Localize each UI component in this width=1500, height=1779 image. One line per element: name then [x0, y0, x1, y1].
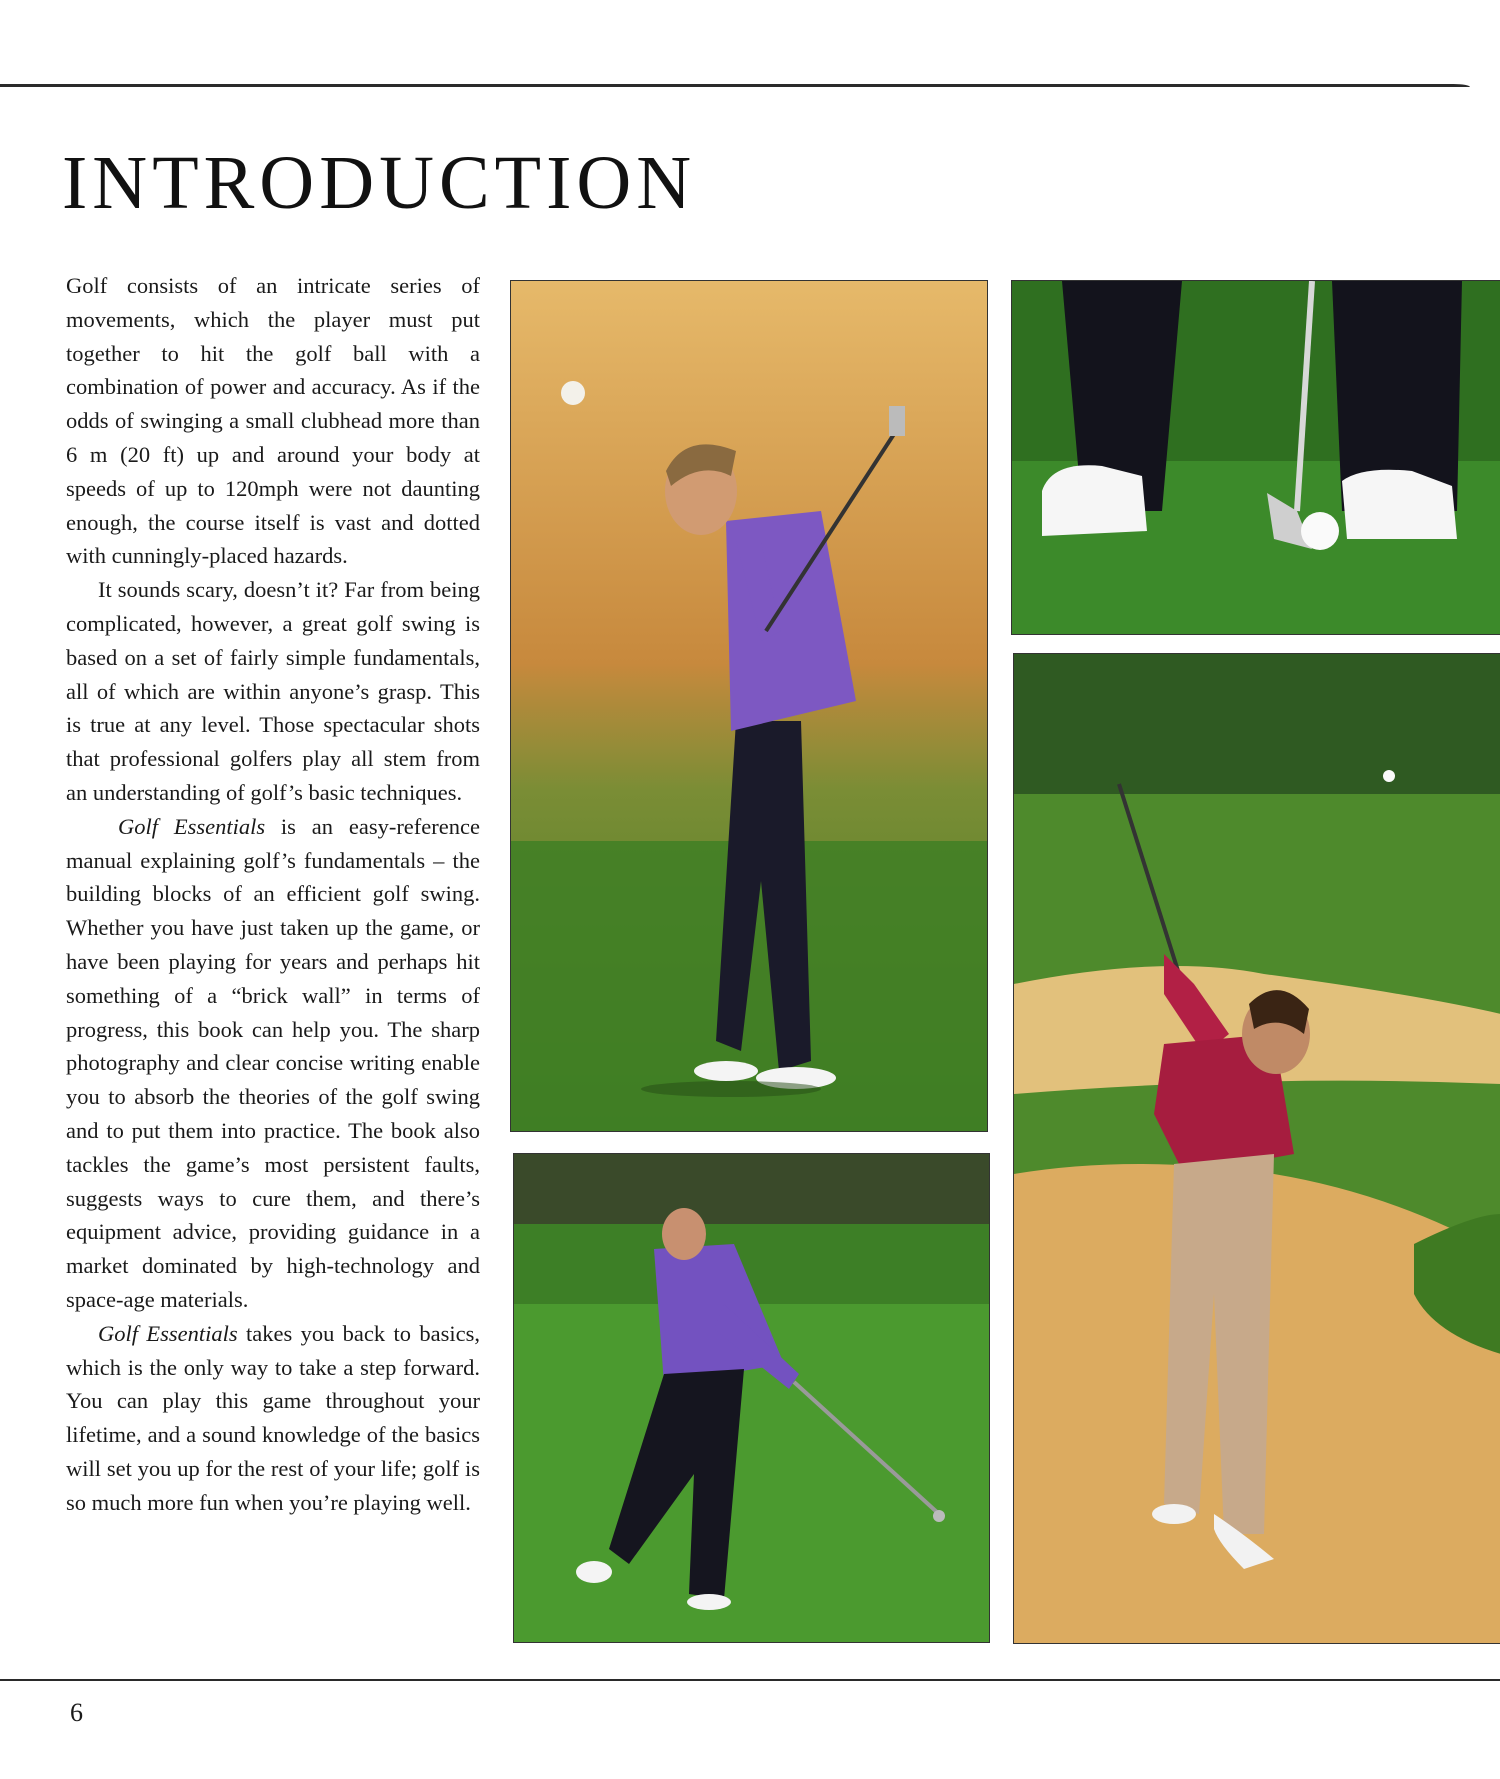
photo-illustration — [1012, 281, 1500, 634]
photo-illustration — [514, 1154, 989, 1642]
photo-golfer-follow-through — [510, 280, 988, 1132]
paragraph-4-text: takes you back to basics, which is the only way to take a step forward. You can play this game throughout your lifetime, and a sound knowledge of the basics will set you up for the rest of your life; golf is so much more fun when you’re playing well. — [66, 1320, 480, 1515]
paragraph-2: It sounds scary, doesn’t it? Far from being complicated, however, a great golf swing is based on a set of fairly simple fundamentals, all of which are within anyone’s grasp. This is true at any level. Those spectacular shots that professional golfers play all stem from an understanding of golf’s basic techniques. — [66, 577, 480, 805]
page-number: 6 — [70, 1698, 83, 1727]
bottom-rule — [0, 1679, 1500, 1681]
paragraph-4 — [66, 1317, 480, 1520]
book-title: Golf Essentials — [118, 813, 266, 839]
photo-club-at-ball — [1011, 280, 1500, 635]
paragraph-1: Golf consists of an intricate series of movements, which the player must put together to hit the golf ball with a combination of power and accuracy. As if the odds of swinging a small clubhead more than 6 m (20 ft) up and around your body at speeds of up to 120mph were not daunting enough, the course itself is vast and dotted with cunningly-placed hazards. — [66, 273, 480, 569]
page-title: INTRODUCTION — [62, 141, 697, 225]
top-rule — [0, 84, 1470, 87]
photo-illustration — [511, 281, 987, 1131]
book-title: Golf Essentials — [98, 1320, 238, 1346]
paragraph-3-text: is an easy-reference manual explaining golf’s fundamentals – the building blocks of an efficient golf swing. Whether you have just taken up the game, or have been playing for years and perhaps hit something of a “brick wall” in terms of progress, this book can help you. The sharp photography and clear concise writing enable you to absorb the theories of the golf swing and to put them into practice. The book also tackles the game’s most persistent faults, suggests ways to cure them, and there’s equipment advice, providing guidance in a market dominated by high-technology and space-age materials. — [66, 813, 480, 1312]
photo-illustration — [1014, 654, 1500, 1643]
photo-golfer-bunker — [1013, 653, 1500, 1644]
photo-golfer-chip-shot — [513, 1153, 990, 1643]
paragraph-3 — [66, 810, 480, 1317]
body-text — [66, 269, 480, 1519]
